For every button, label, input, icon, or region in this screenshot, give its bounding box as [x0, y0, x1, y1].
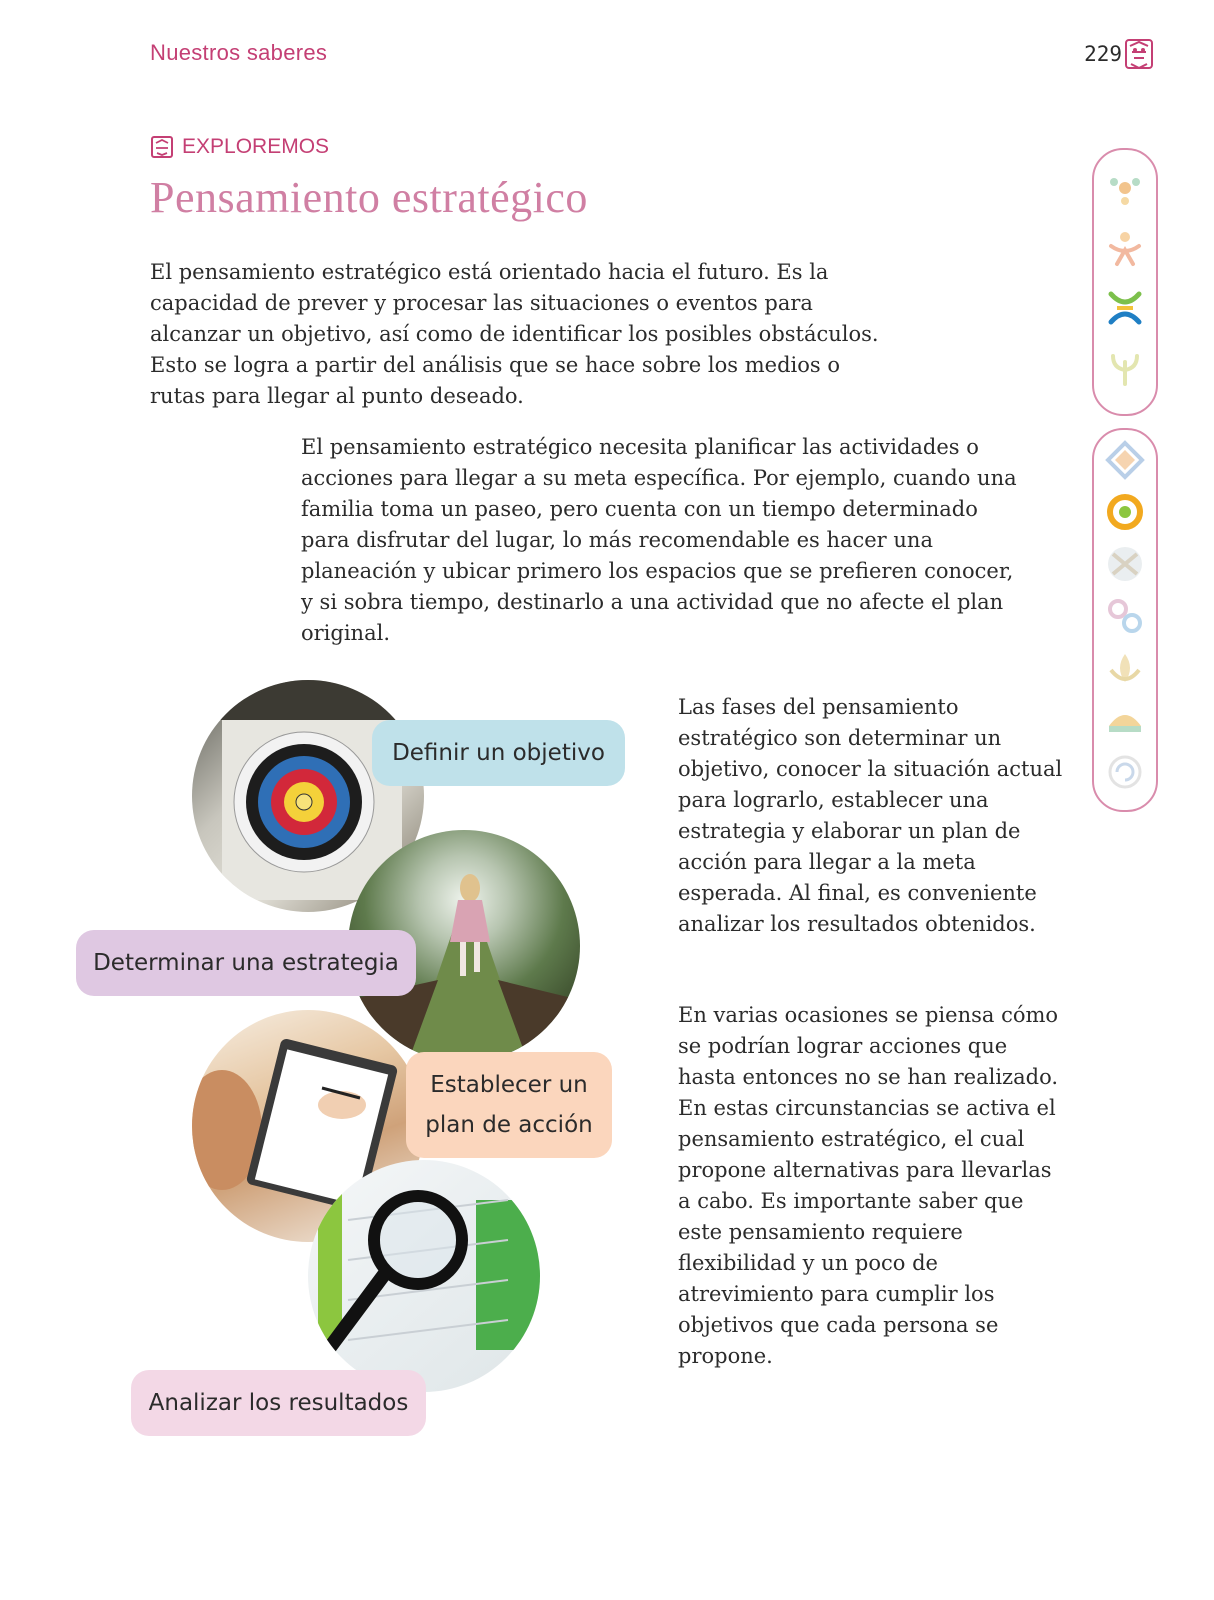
hill-icon[interactable]	[1105, 700, 1145, 740]
interlinked-figure-icon[interactable]	[1105, 288, 1145, 328]
magnifying-glass-documents-photo	[308, 1160, 540, 1392]
ring-icon[interactable]	[1105, 492, 1145, 532]
side-rail-bottom	[1092, 428, 1158, 812]
aztec-glyph-icon	[150, 135, 174, 159]
closing-paragraph: En varias ocasiones se piensa cómo se podrían lograr acciones que hasta entonces no se han realizado. En estas circunstancias se activa el pensamiento estratégico, el cual propone alternativas para llevarlas a cabo. Es importante saber que este pensamiento requiere flexibilidad y un poco de atrevimiento para cumplir los objetivos que cada persona se propone.	[678, 1003, 1059, 1368]
intro-paragraph: El pensamiento estratégico está orientado hacia el futuro. Es la capacidad de prever y procesar las situaciones o eventos para alcanzar un objetivo, así como de identificar los posibles obstáculos. Esto se logra a partir del análisis que se hace sobre los medios o rutas para llegar al punto deseado.	[150, 260, 879, 408]
dancer-icon[interactable]	[1105, 228, 1145, 268]
cube-icon[interactable]	[1105, 544, 1145, 584]
phase-action-plan	[406, 1052, 612, 1158]
seeds-icon[interactable]	[1105, 168, 1145, 208]
aztec-glyph-icon	[1122, 36, 1156, 72]
running-title: Nuestros saberes	[150, 40, 328, 65]
phases-paragraph: Las fases del pensamiento estratégico son determinar un objetivo, conocer la situación actual para lograrlo, establecer una estrategia y elaborar un plan de acción para llegar a la meta esperada. Al final, es conveniente analizar los resultados obtenidos.	[678, 695, 1063, 936]
side-rail-top	[1092, 148, 1158, 416]
linked-circles-icon[interactable]	[1105, 596, 1145, 636]
compass-diamond-icon[interactable]	[1105, 440, 1145, 480]
page-title: Pensamiento estratégico	[150, 173, 588, 222]
spiral-icon[interactable]	[1105, 752, 1145, 792]
phase-define-objective: Definir un objetivo	[372, 720, 625, 786]
lotus-icon[interactable]	[1105, 648, 1145, 688]
example-paragraph: El pensamiento estratégico necesita planificar las actividades o acciones para llegar a su meta específica. Por ejemplo, cuando una familia toma un paseo, pero cuenta con un tiempo determinado para disfrutar del lugar, lo más recomendable es hacer una planeación y ubicar primero los espacios que se prefieren conocer, y si sobra tiempo, destinarlo a una actividad que no afecte el plan original.	[301, 435, 1017, 645]
section-label-text: EXPLOREMOS	[182, 135, 330, 158]
phase-determine-strategy: Determinar una estrategia	[76, 930, 416, 996]
phase-action-plan-line-1: Establecer un	[430, 1072, 588, 1098]
section-label	[150, 135, 329, 159]
phase-action-plan-line-2: plan de acción	[425, 1112, 593, 1138]
plant-icon[interactable]	[1105, 348, 1145, 388]
page-number: 229	[1084, 42, 1122, 66]
phase-analyze-results: Analizar los resultados	[131, 1370, 426, 1436]
